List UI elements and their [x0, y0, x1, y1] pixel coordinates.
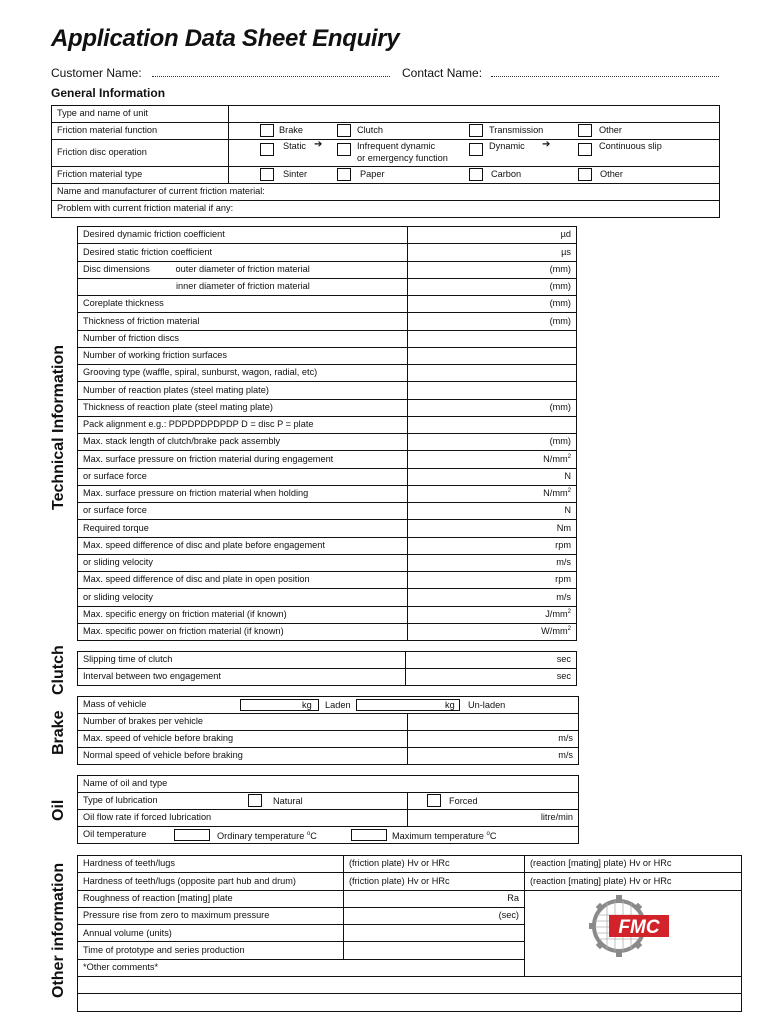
brake-checkbox[interactable]	[260, 124, 274, 137]
other-function-checkbox[interactable]	[578, 124, 592, 137]
unit: J/mm	[545, 608, 568, 619]
kg-unit-label: kg	[445, 700, 455, 710]
lubrication-row	[78, 793, 408, 810]
tech-row-label	[78, 278, 408, 295]
unit: litre/min	[540, 812, 573, 823]
operation-label: Friction disc operation	[52, 140, 229, 167]
outer-diameter-label: outer diameter of friction material	[175, 263, 310, 274]
oil-temperature-row	[78, 827, 579, 844]
fmc-logo-text: FMC	[618, 917, 660, 938]
tech-row-value[interactable]	[408, 382, 577, 399]
reaction-plate-hardness-field[interactable]: (reaction [mating] plate) Hv or HRc	[525, 856, 742, 873]
type-unit-label: Type and name of unit	[52, 106, 229, 123]
tech-row-label: Coreplate thickness	[78, 296, 408, 313]
unit: (mm)	[549, 436, 571, 447]
paper-option-label: Paper	[360, 169, 385, 179]
unit: m/s	[558, 733, 574, 744]
unit: (mm)	[549, 281, 571, 292]
tech-row-value[interactable]	[408, 554, 577, 571]
clutch-row-label: Interval between two engagement	[78, 669, 406, 686]
lubrication-label: Type of lubrication	[83, 795, 158, 806]
unit: (mm)	[549, 263, 571, 274]
clutch-section-label: Clutch	[50, 645, 67, 695]
celsius-unit: C	[489, 831, 497, 841]
other-row-label: Hardness of teeth/lugs (opposite part hub and drum)	[78, 873, 344, 890]
tech-row-label: or sliding velocity	[78, 554, 408, 571]
unit: N/mm	[543, 453, 568, 464]
sinter-checkbox[interactable]	[260, 168, 274, 181]
unit: (mm)	[549, 298, 571, 309]
maximum-temperature-input[interactable]	[351, 829, 387, 841]
brake-row-value[interactable]	[408, 748, 579, 765]
oil-table	[77, 775, 579, 844]
tech-row-label: Max. surface pressure on friction material during engagement	[78, 451, 408, 468]
mass-of-vehicle-label: Mass of vehicle	[83, 699, 147, 710]
tech-row-label: Desired static friction coefficient	[78, 244, 408, 261]
tech-row-value[interactable]	[408, 606, 577, 623]
unit: Nm	[556, 522, 571, 533]
clutch-row-value[interactable]	[406, 652, 577, 669]
tech-row-label: Max. surface pressure on friction material when holding	[78, 485, 408, 502]
tech-row-value[interactable]	[408, 520, 577, 537]
tech-row-label: Desired dynamic friction coefficient	[78, 227, 408, 244]
dynamic-checkbox[interactable]	[469, 143, 483, 156]
tech-row-value[interactable]	[408, 278, 577, 295]
tech-row-value[interactable]	[408, 537, 577, 554]
dynamic-option-label: Dynamic	[489, 141, 525, 151]
emergency-function-label: or emergency function	[357, 153, 448, 163]
manufacturer-label[interactable]: Name and manufacturer of current friction material:	[52, 184, 720, 201]
other-row-label: Roughness of reaction [mating] plate	[78, 890, 344, 907]
superscript: 2	[567, 453, 571, 460]
friction-plate-hardness-field[interactable]: (friction plate) Hv or HRc	[344, 873, 525, 890]
unit: N	[564, 470, 571, 481]
oil-row-label: Oil flow rate if forced lubrication	[78, 810, 408, 827]
tech-row-value[interactable]	[408, 416, 577, 433]
other-information-section-label: Other information	[50, 862, 67, 998]
brake-row-value[interactable]	[408, 731, 579, 748]
unit: m/s	[556, 557, 571, 568]
technical-information-table	[77, 226, 577, 641]
tech-row-value[interactable]	[408, 261, 577, 278]
degree-symbol: o	[306, 830, 311, 837]
sinter-option-label: Sinter	[283, 169, 308, 179]
tech-row-label: Grooving type (waffle, spiral, sunburst, wagon, radial, etc)	[78, 365, 408, 382]
tech-row-label: Pack alignment e.g.: PDPDPDPDPDP D = disc P = plate	[78, 416, 408, 433]
static-option-label: Static	[283, 141, 306, 151]
other-row-label: Annual volume (units)	[78, 925, 344, 942]
tech-row-label: or surface force	[78, 468, 408, 485]
tech-row-value[interactable]	[408, 244, 577, 261]
tech-row-label: Number of reaction plates (steel mating plate)	[78, 382, 408, 399]
other-row-label: Time of prototype and series production	[78, 942, 344, 959]
maximum-temperature-text: Maximum temperature	[392, 831, 487, 841]
tech-row-value[interactable]	[408, 227, 577, 244]
tech-row-value[interactable]	[408, 347, 577, 364]
clutch-option-label: Clutch	[357, 125, 384, 135]
tech-row-value[interactable]	[408, 503, 577, 520]
type-unit-field[interactable]	[229, 106, 720, 123]
forced-label: Forced	[449, 796, 478, 806]
kg-unit-label: kg	[302, 700, 312, 710]
tech-row-label: or surface force	[78, 503, 408, 520]
natural-checkbox[interactable]	[248, 794, 262, 807]
tech-row-value[interactable]	[408, 313, 577, 330]
customer-name-label: Customer Name:	[51, 66, 142, 80]
general-information-heading: General Information	[51, 86, 166, 100]
brake-option-label: Brake	[279, 125, 304, 135]
oil-section-label: Oil	[50, 799, 67, 821]
unladen-label: Un-laden	[468, 700, 506, 710]
tech-row-label: Required torque	[78, 520, 408, 537]
continuous-slip-label: Continuous slip	[599, 141, 662, 151]
tech-row-label	[78, 261, 408, 278]
ordinary-temperature-input[interactable]	[174, 829, 210, 841]
tech-row-label: Thickness of friction material	[78, 313, 408, 330]
infrequent-dynamic-checkbox[interactable]	[337, 143, 351, 156]
ordinary-temperature-label	[217, 831, 317, 841]
tech-row-value[interactable]	[408, 468, 577, 485]
other-row-value[interactable]	[344, 890, 525, 907]
other-row-value[interactable]	[344, 925, 525, 942]
brake-row-value[interactable]	[408, 714, 579, 731]
superscript: 2	[567, 608, 571, 615]
unit: sec	[556, 671, 571, 682]
other-type-checkbox[interactable]	[578, 168, 592, 181]
oil-temperature-label: Oil temperature	[83, 829, 147, 840]
tech-row-value[interactable]	[408, 451, 577, 468]
customer-name-field[interactable]	[152, 76, 390, 77]
unit: µs	[561, 246, 571, 257]
friction-plate-hardness-field[interactable]: (friction plate) Hv or HRc	[344, 856, 525, 873]
unit: (sec)	[498, 910, 519, 921]
comments-line[interactable]	[78, 977, 742, 994]
brake-row-label: Normal speed of vehicle before braking	[78, 748, 408, 765]
tech-row-label: Max. specific power on friction material (if known)	[78, 623, 408, 640]
tech-row-label: Number of friction discs	[78, 330, 408, 347]
tech-row-value[interactable]	[408, 572, 577, 589]
unit: W/mm	[541, 626, 568, 637]
tech-row-value[interactable]	[408, 485, 577, 502]
continuous-slip-checkbox[interactable]	[578, 143, 592, 156]
clutch-row-value[interactable]	[406, 669, 577, 686]
unit: N/mm	[543, 488, 568, 499]
transmission-checkbox[interactable]	[469, 124, 483, 137]
tech-row-label: Max. speed difference of disc and plate in open position	[78, 572, 408, 589]
unit: m/s	[558, 750, 574, 761]
unit: sec	[556, 654, 571, 665]
clutch-table	[77, 651, 577, 686]
tech-row-value[interactable]	[408, 589, 577, 606]
inner-diameter-label: inner diameter of friction material	[176, 281, 310, 292]
tech-row-label: Number of working friction surfaces	[78, 347, 408, 364]
problem-label[interactable]: Problem with current friction material if any:	[52, 201, 720, 218]
superscript: 2	[567, 625, 571, 632]
fmc-logo	[589, 893, 671, 959]
static-checkbox[interactable]	[260, 143, 274, 156]
unit: m/s	[556, 591, 571, 602]
unit: (mm)	[549, 401, 571, 412]
degree-symbol: o	[486, 830, 490, 837]
infrequent-dynamic-label: Infrequent dynamic	[357, 141, 436, 151]
contact-name-label: Contact Name:	[402, 66, 483, 80]
brake-row-label: Max. speed of vehicle before braking	[78, 731, 408, 748]
unit: µd	[560, 229, 571, 240]
transmission-option-label: Transmission	[489, 125, 544, 135]
natural-label: Natural	[273, 796, 303, 806]
technical-information-section-label: Technical Information	[50, 344, 67, 510]
type-label: Friction material type	[52, 167, 229, 184]
other-function-option-label: Other	[599, 125, 622, 135]
disc-dimensions-label: Disc dimensions	[83, 263, 150, 274]
tech-row-value[interactable]	[408, 399, 577, 416]
brake-row-label: Number of brakes per vehicle	[78, 714, 408, 731]
tech-row-value[interactable]	[408, 365, 577, 382]
carbon-checkbox[interactable]	[469, 168, 483, 181]
unit: Ra	[507, 892, 519, 903]
function-label: Friction material function	[52, 123, 229, 140]
forced-checkbox[interactable]	[427, 794, 441, 807]
other-row-value[interactable]	[344, 942, 525, 959]
unit: (mm)	[549, 315, 571, 326]
page-title: Application Data Sheet Enquiry	[51, 25, 400, 52]
tech-row-label: Max. speed difference of disc and plate before engagement	[78, 537, 408, 554]
carbon-option-label: Carbon	[491, 169, 522, 179]
other-row-label: Hardness of teeth/lugs	[78, 856, 344, 873]
celsius-unit: C	[310, 831, 317, 841]
maximum-temperature-label	[392, 831, 496, 841]
tech-row-value[interactable]	[408, 623, 577, 640]
other-row-value[interactable]	[344, 907, 525, 924]
contact-name-field[interactable]	[491, 76, 719, 77]
arrow-right-icon: ➔	[542, 139, 551, 150]
other-row-label: Pressure rise from zero to maximum pressure	[78, 907, 344, 924]
laden-label: Laden	[325, 700, 351, 710]
tech-row-value[interactable]	[408, 434, 577, 451]
other-type-option-label: Other	[600, 169, 623, 179]
tech-row-label: or sliding velocity	[78, 589, 408, 606]
other-comments-label: *Other comments*	[78, 959, 525, 976]
clutch-checkbox[interactable]	[337, 124, 351, 137]
comments-line[interactable]	[78, 994, 742, 1011]
reaction-plate-hardness-field[interactable]: (reaction [mating] plate) Hv or HRc	[525, 873, 742, 890]
oil-row-value[interactable]	[408, 810, 579, 827]
tech-row-label: Max. specific energy on friction material (if known)	[78, 606, 408, 623]
brake-section-label: Brake	[50, 710, 67, 755]
oil-name-row[interactable]: Name of oil and type	[78, 776, 579, 793]
arrow-right-icon: ➔	[314, 139, 323, 150]
unit: rpm	[555, 539, 571, 550]
tech-row-label: Max. stack length of clutch/brake pack assembly	[78, 434, 408, 451]
clutch-row-label: Slipping time of clutch	[78, 652, 406, 669]
unit: rpm	[555, 574, 571, 585]
tech-row-label: Thickness of reaction plate (steel mating plate)	[78, 399, 408, 416]
tech-row-value[interactable]	[408, 330, 577, 347]
ordinary-temperature-text: Ordinary temperature	[217, 831, 307, 841]
tech-row-value[interactable]	[408, 296, 577, 313]
superscript: 2	[567, 487, 571, 494]
unit: N	[564, 505, 571, 516]
paper-checkbox[interactable]	[337, 168, 351, 181]
